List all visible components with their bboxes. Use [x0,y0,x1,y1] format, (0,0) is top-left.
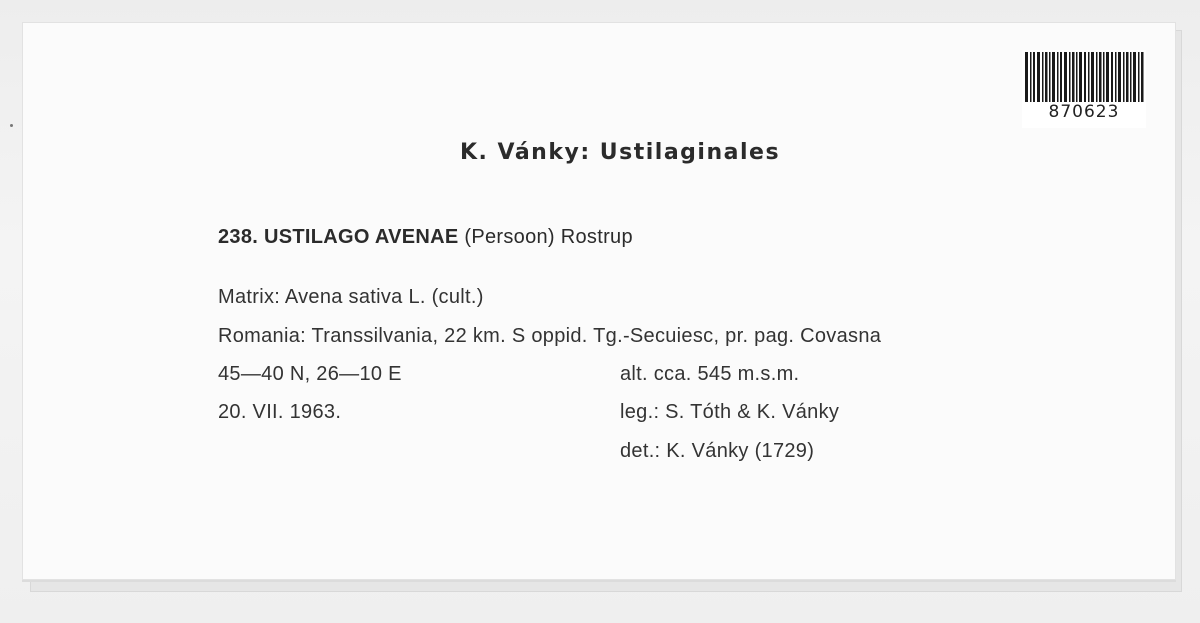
dust-speck [10,124,13,127]
altitude-line: alt. cca. 545 m.s.m. [620,363,800,385]
matrix-line: Matrix: Avena sativa L. (cult.) [218,286,484,308]
locality-line: Romania: Transsilvania, 22 km. S oppid. Tg.-Secuiesc, pr. pag. Covasna [218,325,882,347]
determiner-line: det.: K. Vánky (1729) [620,440,815,462]
label-title: K. Vánky: Ustilaginales [459,140,781,165]
species-authority: Rostrup [560,226,633,248]
date-line: 20. VII. 1963. [218,401,342,423]
species-number: 238. [218,226,259,248]
collectors-line: leg.: S. Tóth & K. Vánky [620,401,840,423]
barcode-icon [1024,52,1144,102]
species-heading [218,226,633,249]
barcode-sticker [1022,50,1146,128]
coordinates-line: 45—40 N, 26—10 E [218,363,402,385]
specimen-label-card [22,22,1176,580]
barcode-number: 870623 [1048,102,1120,122]
species-authority-paren: (Persoon) [464,226,555,248]
species-name: USTILAGO AVENAE [264,226,459,248]
